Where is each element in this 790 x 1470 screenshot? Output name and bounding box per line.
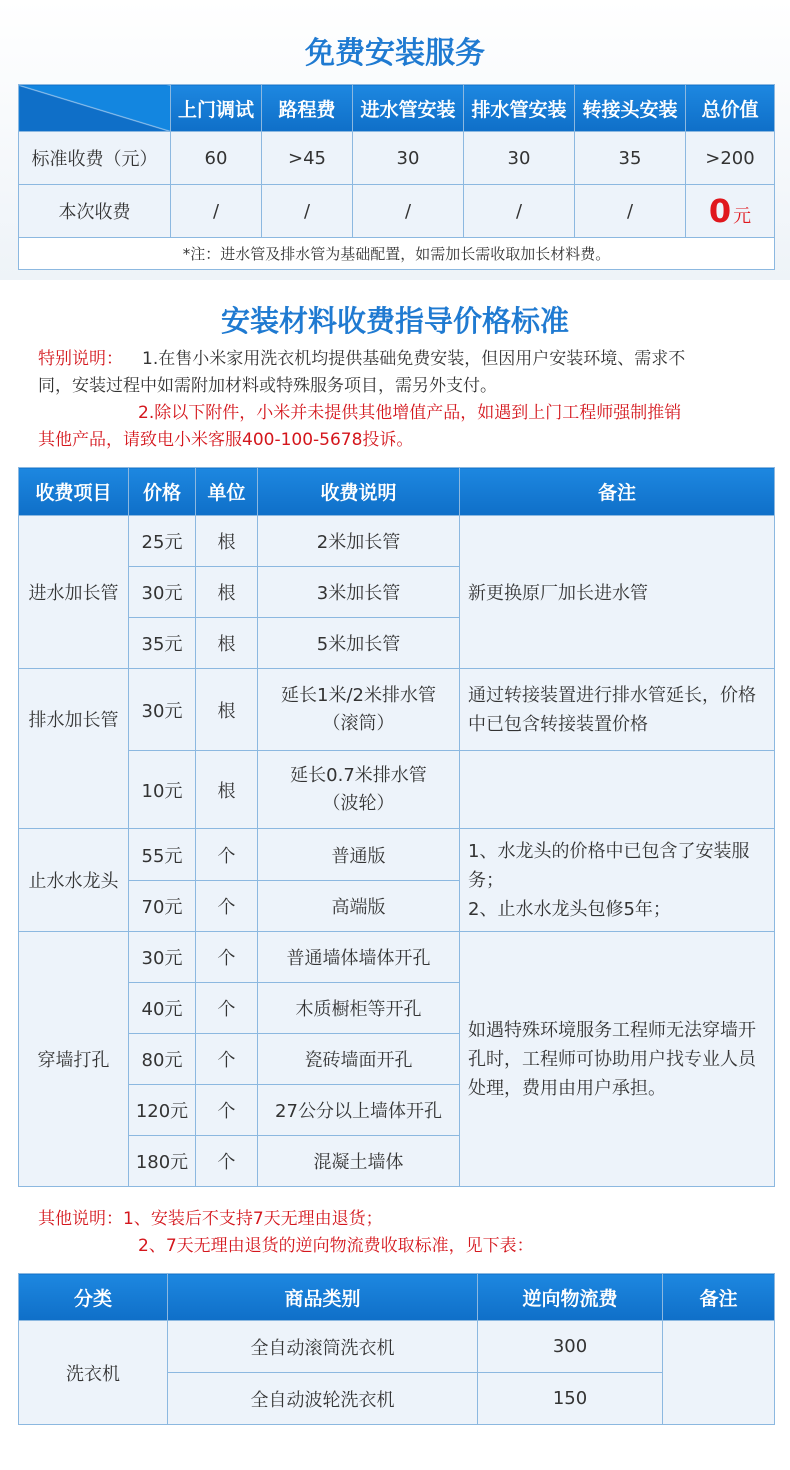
unit-cell: 根: [196, 669, 258, 751]
zero-price: 0: [708, 192, 732, 230]
cell-value: /: [464, 185, 575, 238]
header-unit: 单位: [196, 468, 258, 516]
cell-value: 30: [464, 132, 575, 185]
free-install-table: [18, 84, 775, 270]
product-type-cell: 全自动滚筒洗衣机: [168, 1321, 478, 1373]
table-row: [19, 669, 775, 751]
unit-cell: 个: [196, 1034, 258, 1085]
unit-cell: 个: [196, 1136, 258, 1187]
desc-cell: 普通版: [258, 829, 460, 881]
group-name: 进水加长管: [19, 516, 129, 669]
table-row: [19, 516, 775, 567]
price-cell: 10元: [129, 751, 196, 829]
other-note-2: 2、7天无理由退货的逆向物流费收取标准，见下表：: [138, 1236, 534, 1256]
header-total-value: 总价值: [686, 85, 775, 132]
header-remark: 备注: [663, 1274, 775, 1321]
remark-cell: 新更换原厂加长进水管: [460, 516, 775, 669]
desc-cell: 27公分以上墙体开孔: [258, 1085, 460, 1136]
special-note-2b: 其他产品，请致电小米客服400-100-5678投诉。: [38, 430, 414, 450]
special-label: 特别说明：: [38, 349, 123, 369]
header-visit-debug: 上门调试: [171, 85, 262, 132]
desc-cell: 瓷砖墙面开孔: [258, 1034, 460, 1085]
materials-table: [18, 467, 775, 1187]
row-label: 标准收费（元）: [19, 132, 171, 185]
table-row: [19, 1321, 775, 1373]
desc-cell: 5米加长管: [258, 618, 460, 669]
price-cell: 55元: [129, 829, 196, 881]
special-note-2a: 2.除以下附件，小米并未提供其他增值产品，如遇到上门工程师强制推销: [138, 403, 682, 423]
table-row: [19, 132, 775, 185]
group-name: 穿墙打孔: [19, 932, 129, 1187]
unit-cell: 根: [196, 751, 258, 829]
desc-cell: 普通墙体墙体开孔: [258, 932, 460, 983]
cell-value: >200: [686, 132, 775, 185]
table-row: [19, 829, 775, 881]
total-price-cell: [686, 185, 775, 238]
table-footnote: *注：进水管及排水管为基础配置，如需加长需收取加长材料费。: [19, 238, 775, 270]
special-note-1a: 1.在售小米家用洗衣机均提供基础免费安装，但因用户安装环境、需求不: [142, 349, 686, 369]
yuan-unit: 元: [733, 206, 752, 227]
unit-cell: 根: [196, 516, 258, 567]
unit-cell: 个: [196, 983, 258, 1034]
header-desc: 收费说明: [258, 468, 460, 516]
cell-value: >45: [262, 132, 353, 185]
price-cell: 30元: [129, 567, 196, 618]
desc-cell: 高端版: [258, 881, 460, 932]
other-note-1: 1、安装后不支持7天无理由退货；: [123, 1209, 383, 1229]
cell-value: /: [353, 185, 464, 238]
product-type-cell: 全自动波轮洗衣机: [168, 1373, 478, 1425]
price-cell: 40元: [129, 983, 196, 1034]
unit-cell: 个: [196, 932, 258, 983]
category-cell: 洗衣机: [19, 1321, 168, 1425]
header-inlet-install: 进水管安装: [353, 85, 464, 132]
price-cell: 80元: [129, 1034, 196, 1085]
unit-cell: 根: [196, 618, 258, 669]
special-notes: [38, 346, 778, 454]
cell-value: 60: [171, 132, 262, 185]
table-row: [19, 185, 775, 238]
free-install-title: 免费安装服务: [305, 36, 485, 71]
header-item: 收费项目: [19, 468, 129, 516]
diagonal-header-cell: [19, 85, 171, 132]
header-product-type: 商品类别: [168, 1274, 478, 1321]
unit-cell: 个: [196, 881, 258, 932]
remark-cell: [663, 1321, 775, 1425]
price-cell: 120元: [129, 1085, 196, 1136]
fee-cell: 300: [478, 1321, 663, 1373]
row-label: 本次收费: [19, 185, 171, 238]
table-row: [19, 751, 775, 829]
price-cell: 180元: [129, 1136, 196, 1187]
remark-cell: 如遇特殊环境服务工程师无法穿墙开孔时，工程师可协助用户找专业人员处理，费用由用户承担。: [460, 932, 775, 1187]
price-cell: 35元: [129, 618, 196, 669]
remark-cell: 1、水龙头的价格中已包含了安装服务； 2、止水水龙头包修5年；: [460, 829, 775, 932]
header-drain-install: 排水管安装: [464, 85, 575, 132]
header-adapter-install: 转接头安装: [575, 85, 686, 132]
cell-value: /: [262, 185, 353, 238]
desc-cell: 延长0.7米排水管 （波轮）: [258, 751, 460, 829]
group-name: 止水水龙头: [19, 829, 129, 932]
other-notes: [38, 1206, 778, 1260]
unit-cell: 个: [196, 829, 258, 881]
desc-cell: 混凝土墙体: [258, 1136, 460, 1187]
other-label: 其他说明：: [38, 1209, 123, 1229]
price-cell: 30元: [129, 932, 196, 983]
header-remark: 备注: [460, 468, 775, 516]
header-category: 分类: [19, 1274, 168, 1321]
desc-cell: 3米加长管: [258, 567, 460, 618]
return-logistics-table: [18, 1273, 775, 1425]
header-travel-fee: 路程费: [262, 85, 353, 132]
unit-cell: 根: [196, 567, 258, 618]
pricing-title: 安装材料收费指导价格标准: [220, 304, 569, 338]
header-logistics-fee: 逆向物流费: [478, 1274, 663, 1321]
unit-cell: 个: [196, 1085, 258, 1136]
cell-value: 35: [575, 132, 686, 185]
desc-cell: 2米加长管: [258, 516, 460, 567]
group-name: 排水加长管: [19, 669, 129, 829]
price-cell: 30元: [129, 669, 196, 751]
desc-cell: 延长1米/2米排水管 （滚筒）: [258, 669, 460, 751]
fee-cell: 150: [478, 1373, 663, 1425]
desc-cell: 木质橱柜等开孔: [258, 983, 460, 1034]
price-cell: 70元: [129, 881, 196, 932]
header-price: 价格: [129, 468, 196, 516]
remark-cell: 通过转接装置进行排水管延长，价格中已包含转接装置价格: [460, 669, 775, 751]
cell-value: /: [575, 185, 686, 238]
cell-value: /: [171, 185, 262, 238]
remark-cell: [460, 751, 775, 829]
special-note-1b: 同，安装过程中如需附加材料或特殊服务项目，需另外支付。: [38, 376, 497, 396]
cell-value: 30: [353, 132, 464, 185]
table-row: [19, 932, 775, 983]
price-cell: 25元: [129, 516, 196, 567]
